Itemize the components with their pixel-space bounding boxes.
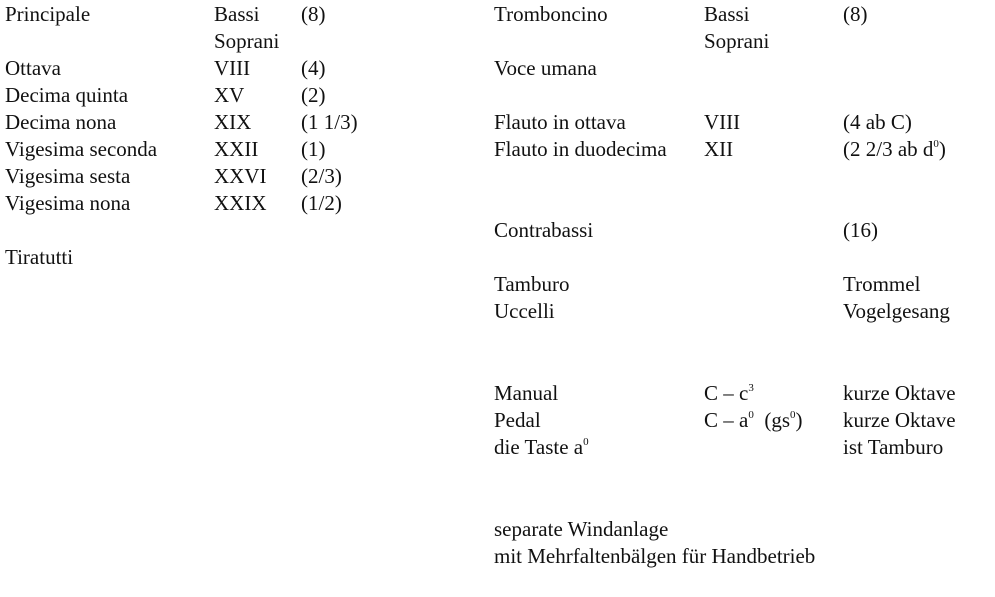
- vigesima-seconda-feet: (1): [301, 137, 326, 161]
- taste-label: [494, 434, 589, 461]
- pedal-note: kurze Oktave: [843, 408, 956, 432]
- tromboncino-bassi: Bassi: [704, 2, 750, 26]
- flauto-ottava-feet: (4 ab C): [843, 110, 912, 134]
- tromboncino-soprani: Soprani: [704, 29, 770, 53]
- taste-label-main: die Taste a: [494, 435, 584, 459]
- flauto-ottava-roman: VIII: [704, 110, 741, 134]
- stop-name-tromboncino: Tromboncino: [494, 2, 608, 26]
- contrabassi-feet: (16): [843, 218, 878, 242]
- principale-feet: (8): [301, 2, 326, 26]
- ottava-feet: (4): [301, 56, 326, 80]
- wind-line-2: mit Mehrfaltenbälgen für Handbetrieb: [494, 544, 816, 568]
- vigesima-nona-roman: XXIX: [214, 191, 267, 215]
- vigesima-sesta-feet: (2/3): [301, 164, 342, 188]
- flauto-duodecima-feet-main: (2 2/3 ab d: [843, 137, 934, 161]
- stop-name-tamburo: Tamburo: [494, 272, 570, 296]
- wind-line-1: separate Windanlage: [494, 517, 669, 541]
- stop-name-voce-umana: Voce umana: [494, 56, 597, 80]
- manual-range: [704, 380, 754, 407]
- uccelli-german: Vogelgesang: [843, 299, 950, 323]
- stop-name-decima-quinta: Decima quinta: [5, 83, 129, 107]
- taste-note: ist Tamburo: [843, 435, 944, 459]
- manual-range-main: C – c: [704, 381, 749, 405]
- manual-range-sup: 3: [748, 382, 754, 394]
- decima-quinta-feet: (2): [301, 83, 326, 107]
- stop-name-flauto-duodecima: Flauto in duodecima: [494, 137, 667, 161]
- stop-name-vigesima-sesta: Vigesima sesta: [5, 164, 131, 188]
- vigesima-seconda-roman: XXII: [214, 137, 259, 161]
- principale-soprani: Soprani: [214, 29, 280, 53]
- pedal-range-main: C – a: [704, 408, 749, 432]
- stop-name-decima-nona: Decima nona: [5, 110, 117, 134]
- pedal-range: [704, 407, 803, 434]
- stop-name-ottava: Ottava: [5, 56, 61, 80]
- ottava-roman: VIII: [214, 56, 251, 80]
- vigesima-sesta-roman: XXVI: [214, 164, 267, 188]
- pedal-range-gs: (gs: [753, 408, 790, 432]
- stop-name-flauto-ottava: Flauto in ottava: [494, 110, 626, 134]
- decima-nona-roman: XIX: [214, 110, 252, 134]
- decima-nona-feet: (1 1/3): [301, 110, 358, 134]
- pedal-label: Pedal: [494, 408, 541, 432]
- pedal-range-gs-sup: 0: [790, 409, 796, 421]
- vigesima-nona-feet: (1/2): [301, 191, 342, 215]
- tromboncino-feet: (8): [843, 2, 868, 26]
- flauto-duodecima-roman: XII: [704, 137, 734, 161]
- stop-name-uccelli: Uccelli: [494, 299, 555, 323]
- flauto-duodecima-feet: [843, 136, 946, 163]
- stop-name-contrabassi: Contrabassi: [494, 218, 594, 242]
- flauto-duodecima-feet-sup: 0: [933, 138, 939, 150]
- manual-note: kurze Oktave: [843, 381, 956, 405]
- stop-name-vigesima-seconda: Vigesima seconda: [5, 137, 158, 161]
- stop-name-tiratutti: Tiratutti: [5, 245, 74, 269]
- manual-label: Manual: [494, 381, 559, 405]
- pedal-range-gs-close: ): [795, 408, 803, 432]
- tamburo-german: Trommel: [843, 272, 921, 296]
- stop-name-principale: Principale: [5, 2, 91, 26]
- decima-quinta-roman: XV: [214, 83, 245, 107]
- stop-name-vigesima-nona: Vigesima nona: [5, 191, 131, 215]
- flauto-duodecima-feet-close: ): [938, 137, 946, 161]
- taste-label-sup: 0: [583, 436, 589, 448]
- principale-bassi: Bassi: [214, 2, 260, 26]
- pedal-range-sup: 0: [748, 409, 754, 421]
